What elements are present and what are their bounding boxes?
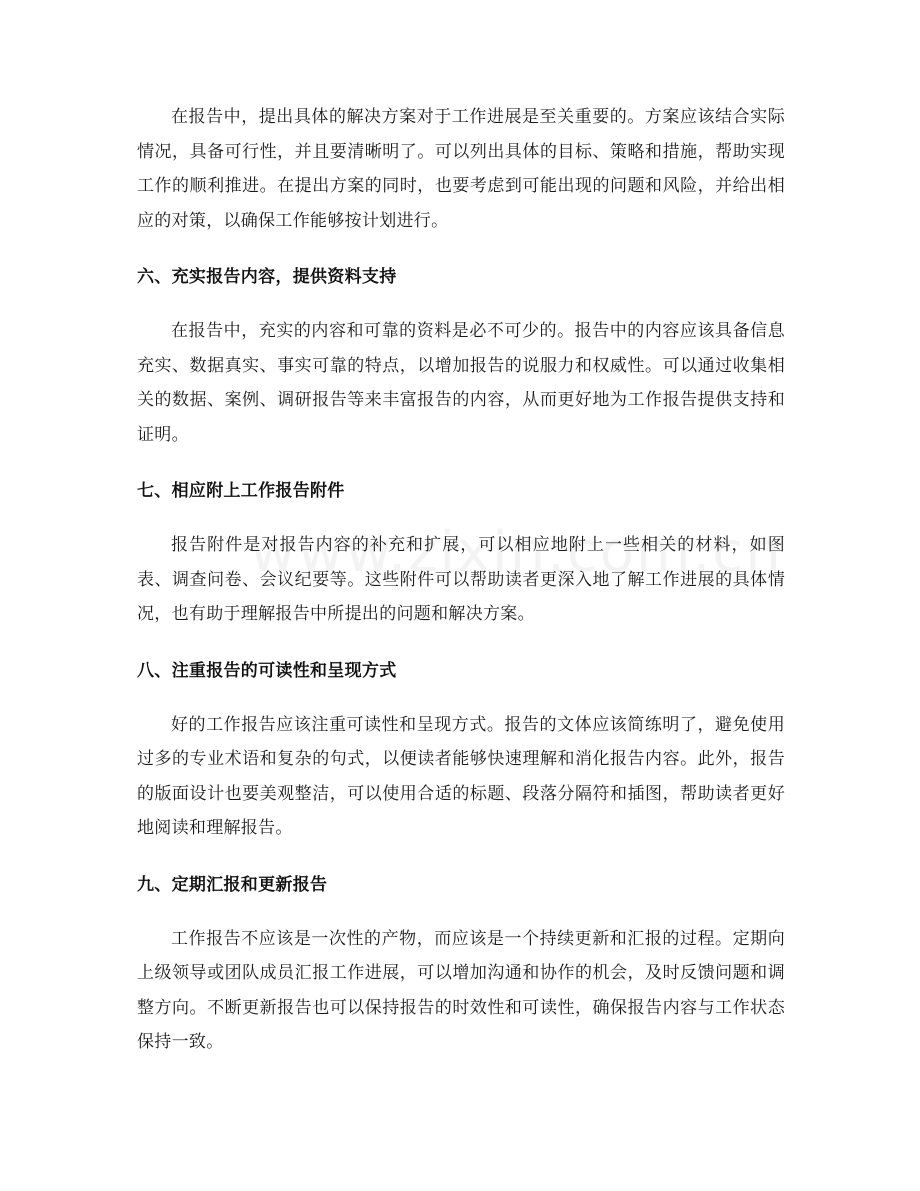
paragraph-section-9: 工作报告不应该是一次性的产物，而应该是一个持续更新和汇报的过程。定期向上级领导或团队成员汇报工作进展，可以增加沟通和协作的机会，及时反馈问题和调整方向。不断更新报告也可以保持报告的时效性和可读性，确保报告内容与工作状态保持一致。 — [137, 928, 785, 1052]
document-body — [137, 100, 785, 1060]
paragraph-section-6: 在报告中，充实的内容和可靠的资料是必不可少的。报告中的内容应该具备信息充实、数据真实、事实可靠的特点，以增加报告的说服力和权威性。可以通过收集相关的数据、案例、调研报告等来丰富报告的内容，从而更好地为工作报告提供支持和证明。 — [137, 321, 785, 445]
section-heading-8: 八、注重报告的可读性和呈现方式 — [137, 660, 397, 681]
paragraph-section-8: 好的工作报告应该注重可读性和呈现方式。报告的文体应该简练明了，避免使用过多的专业术语和复杂的句式，以便读者能够快速理解和消化报告内容。此外，报告的版面设计也要美观整洁，可以使用合适的标题、段落分隔符和插图，帮助读者更好地阅读和理解报告。 — [137, 714, 785, 838]
section-heading-9: 九、定期汇报和更新报告 — [137, 874, 328, 895]
section-heading-7: 七、相应附上工作报告附件 — [137, 481, 345, 501]
paragraph-section-7: 报告附件是对报告内容的补充和扩展，可以相应地附上一些相关的材料，如图表、调查问卷、会议纪要等。这些附件可以帮助读者更深入地了解工作进展的具体情况，也有助于理解报告中所提出的问题和解决方案。 — [137, 535, 785, 624]
section-heading-6: 六、充实报告内容，提供资料支持 — [137, 267, 397, 287]
paragraph-solution: 在报告中，提出具体的解决方案对于工作进展是至关重要的。方案应该结合实际情况，具备可行性，并且要清晰明了。可以列出具体的目标、策略和措施，帮助实现工作的顺利推进。在提出方案的同时，也要考虑到可能出现的问题和风险，并给出相应的对策，以确保工作能够按计划进行。 — [137, 107, 785, 231]
